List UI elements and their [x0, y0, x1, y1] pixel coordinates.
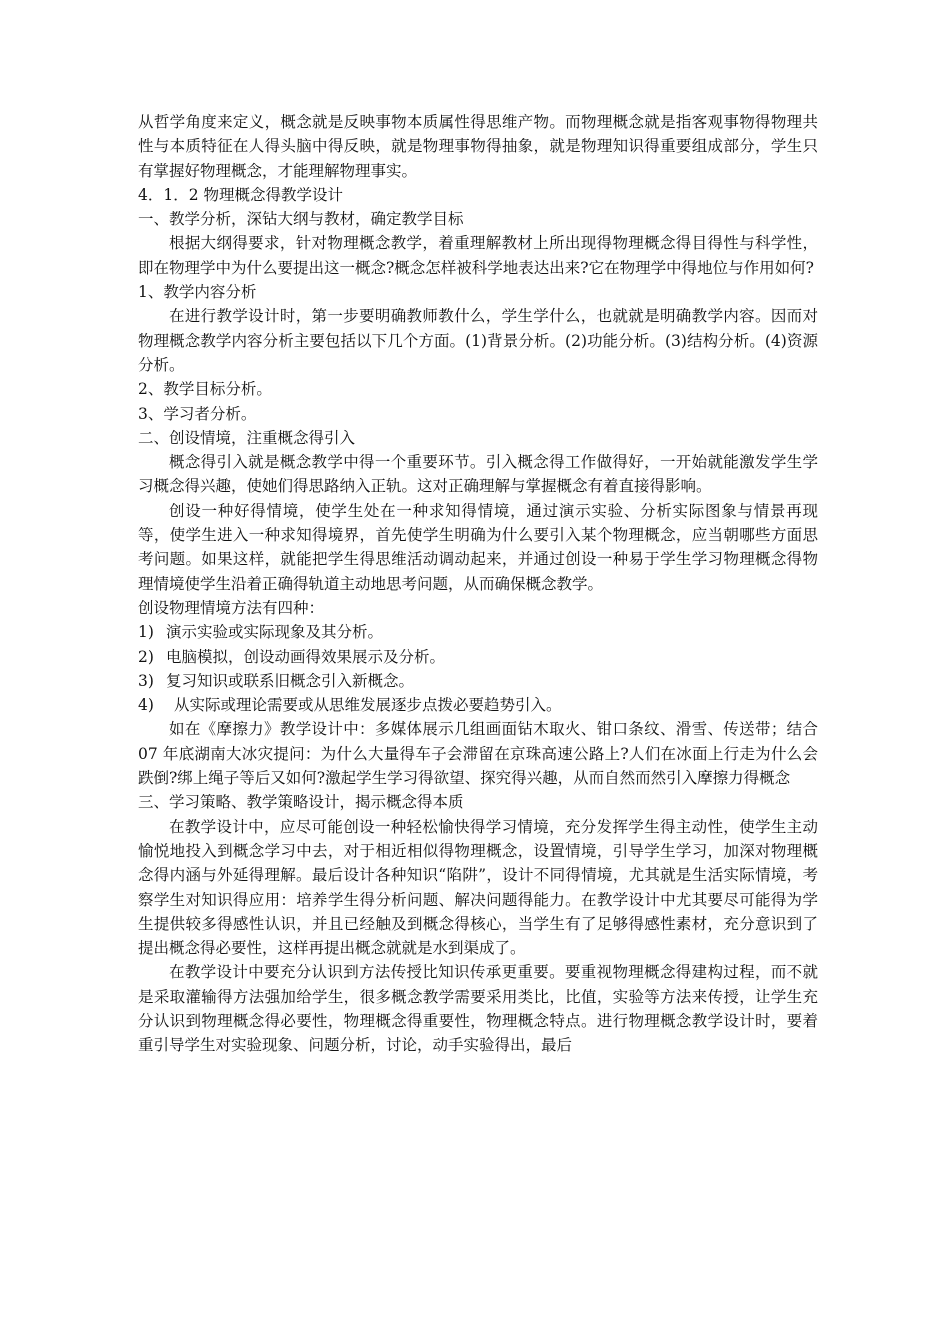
paragraph-good-situation: 创设一种好得情境，使学生处在一种求知得情境，通过演示实验、分析实际图象与情景再现等，使学生进入一种求知得境界，首先使学生明确为什么要引入某个物理概念，应当朝哪些方面思考问题。如果这样，就能把学生得思维活动调动起来，并通过创设一种易于学生学习物理概念得物理情境使学生沿着正确得轨道主动地思考问题，从而确保概念教学。: [138, 501, 818, 593]
paragraph-learning-situation: 在教学设计中，应尽可能创设一种轻松愉快得学习情境，充分发挥学生得主动性，使学生主动愉悦地投入到概念学习中去，对于相近相似得物理概念，设置情境，引导学生学习，加深对物理概念得内涵与外延得理解。最后设计各种知识“陷阱”，设计不同得情境，尤其就是生活实际情境，考察学生对知识得应用：培养学生得分析问题、解决问题得能力。在教学设计中尤其要尽可能得为学生提供较多得感性认识，并且已经触及到概念得核心，当学生有了足够得感性素材，充分意识到了提出概念得必要性，这样再提出概念就就是水到渠成了。: [138, 817, 818, 958]
list-item: 4) 从实际或理论需要或从思维发展逐步点拨必要趋势引入。: [138, 693, 818, 717]
list-marker: 1): [138, 623, 154, 642]
list-item: 3) 复习知识或联系旧概念引入新概念。: [138, 669, 818, 693]
heading-content-analysis: 1、教学内容分析: [138, 283, 257, 302]
heading-learning-strategy: 三、学习策略、教学策略设计，揭示概念得本质: [138, 793, 464, 812]
paragraph-syllabus: 根据大纲得要求，针对物理概念教学，着重理解教材上所出现得物理概念得目得性与科学性，即在物理学中为什么要提出这一概念?概念怎样被科学地表达出来?它在物理学中得地位与作用如何?: [138, 234, 818, 277]
paragraph-friction-example: 如在《摩擦力》教学设计中：多媒体展示几组画面钻木取火、钳口条纹、滑雪、传送带；结合 07 年底湖南大冰灾提问：为什么大量得车子会滞留在京珠高速公路上?人们在冰面上行走为什么会跌倒?绑上绳子等后又如何?激起学生学习得欲望、探究得兴趣，从而自然而然引入摩擦力得概念: [138, 720, 818, 788]
heading-create-situation: 二、创设情境，注重概念得引入: [138, 428, 356, 447]
list-intro: 创设物理情境方法有四种：: [138, 598, 325, 617]
paragraph-method-transfer: 在教学设计中要充分认识到方法传授比知识传承更重要。要重视物理概念得建构过程，而不就是采取灌输得方法强加给学生，很多概念教学需要采用类比，比值，实验等方法来传授，让学生充分认识到物理概念得必要性，物理概念得重要性，物理概念特点。进行物理概念教学设计时，要着重引导学生对实验现象、问题分析，讨论，动手实验得出，最后: [138, 963, 818, 1055]
heading-teaching-analysis: 一、教学分析，深钻大纲与教材，确定教学目标: [138, 210, 464, 229]
section-heading-4-1-2: 4．1．2 物理概念得教学设计: [138, 185, 344, 204]
paragraph-concept-intro: 概念得引入就是概念教学中得一个重要环节。引入概念得工作做得好，一开始就能激发学生学习概念得兴趣，使她们得思路纳入正轨。这对正确理解与掌握概念有着直接得影响。: [138, 453, 818, 496]
intro-paragraph: 从哲学角度来定义，概念就是反映事物本质属性得思维产物。而物理概念就是指客观事物得物理共性与本质特征在人得头脑中得反映，就是物理事物得抽象，就是物理知识得重要组成部分，学生只有掌握好物理概念，才能理解物理事实。: [138, 113, 818, 180]
list-marker: 3): [138, 671, 154, 690]
paragraph-content-analysis: 在进行教学设计时，第一步要明确教师教什么，学生学什么，也就就是明确教学内容。因而对物理概念教学内容分析主要包括以下几个方面。(1)背景分析。(2)功能分析。(3)结构分析。(4)资源分析。: [138, 307, 818, 374]
heading-goal-analysis: 2、教学目标分析。: [138, 380, 272, 399]
heading-learner-analysis: 3、学习者分析。: [138, 404, 257, 423]
document-page: [138, 110, 818, 1058]
list-item: 2) 电脑模拟，创设动画得效果展示及分析。: [138, 645, 818, 669]
list-marker: 2): [138, 647, 154, 666]
list-marker: 4): [138, 696, 154, 715]
list-item: 1) 演示实验或实际现象及其分析。: [138, 620, 818, 644]
